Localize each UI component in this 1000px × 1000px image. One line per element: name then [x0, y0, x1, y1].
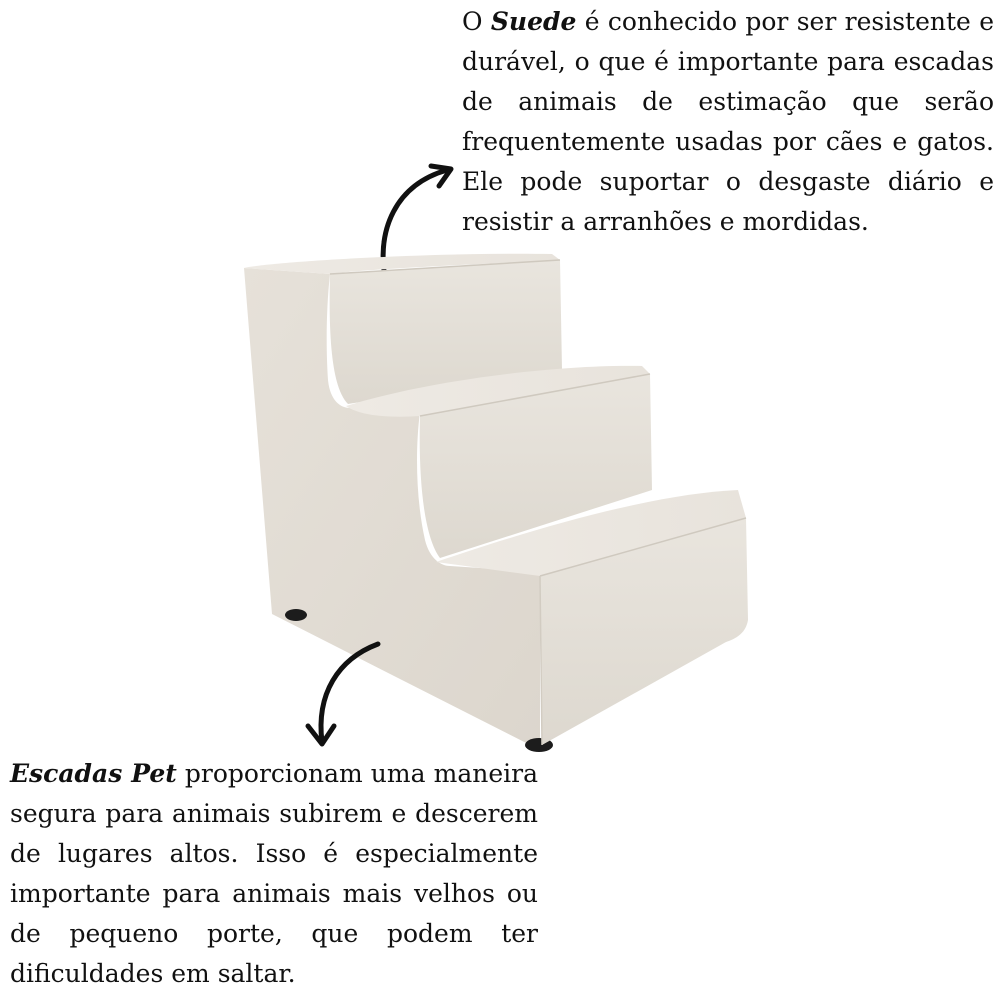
suede-lead: O [462, 7, 491, 36]
suede-description [462, 2, 994, 242]
pet-stairs-emphasis: Escadas Pet [10, 759, 177, 788]
suede-body: é conhecido por ser resistente e durável, o que é importante para escadas de animais de estimação que serão frequentemente usadas por cães e gatos. Ele pode suportar o desgaste diário e resistir a arranhões e mordidas. [462, 7, 994, 236]
curved-arrow-down-icon [298, 634, 388, 754]
suede-emphasis: Suede [490, 7, 577, 36]
pet-stairs-body: proporcionam uma maneira segura para animais subirem e descerem de lugares altos. Isso é especialmente importante para animais mais velhos ou de pequeno porte, que podem ter dificuldades em saltar. [10, 759, 539, 988]
pet-stairs-description [10, 754, 538, 994]
